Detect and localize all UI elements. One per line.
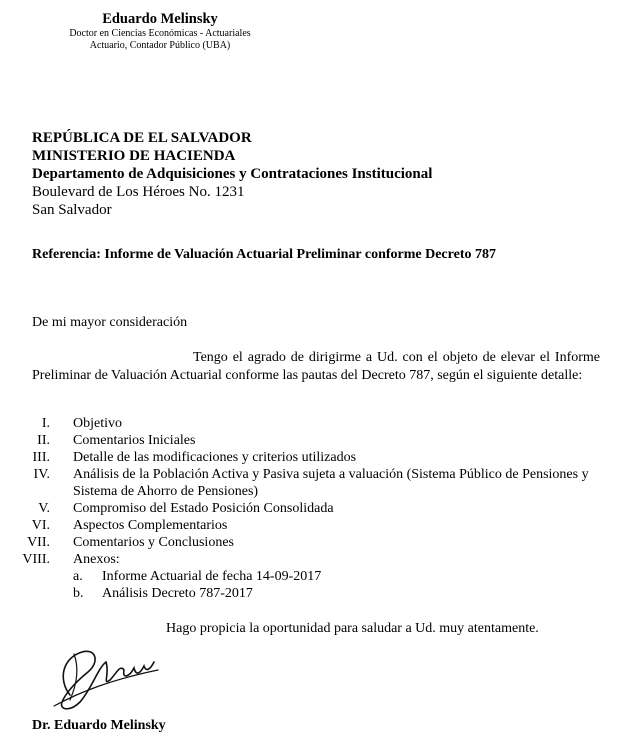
addressee-street: Boulevard de Los Héroes No. 1231 (32, 184, 245, 200)
item-number: VIII. (22, 552, 50, 567)
item-text: Compromiso del Estado Posición Consolidada (73, 501, 334, 516)
item-number: II. (37, 433, 50, 448)
annex-letter: a. (73, 569, 83, 584)
closing-line: Hago propicia la oportunidad para saludar a Ud. muy atentamente. (166, 621, 539, 636)
reference-line: Referencia: Informe de Valuación Actuarial Preliminar conforme Decreto 787 (32, 247, 496, 262)
item-number: I. (41, 416, 50, 431)
item-text: Comentarios Iniciales (73, 433, 196, 448)
item-text: Análisis de la Población Activa y Pasiva sujeta a valuación (Sistema Público de Pensiones y Sistema de Ahorro de Pensiones) (73, 467, 589, 499)
addressee-ministry: MINISTERIO DE HACIENDA (32, 148, 236, 164)
body-paragraph: Tengo el agrado de dirigirme a Ud. con el objeto de elevar el Informe Preliminar de Valuación Actuarial conforme las pautas del Decreto 787, según el siguiente detalle: (32, 350, 600, 383)
item-text: Aspectos Complementarios (73, 518, 228, 533)
addressee-city: San Salvador (32, 202, 112, 218)
item-text: Objetivo (73, 416, 122, 431)
letterhead-name: Eduardo Melinsky (102, 11, 218, 27)
addressee-country: REPÚBLICA DE EL SALVADOR (32, 130, 252, 146)
addressee-department: Departamento de Adquisiciones y Contrataciones Institucional (32, 166, 433, 182)
signer-name: Dr. Eduardo Melinsky (32, 718, 166, 733)
item-text: Detalle de las modificaciones y criterios utilizados (73, 450, 357, 465)
item-number: VI. (31, 518, 50, 533)
addressee-block (32, 129, 432, 219)
letterhead-title-2: Actuario, Contador Público (UBA) (89, 40, 231, 51)
item-text: Comentarios y Conclusiones (73, 535, 234, 550)
item-number: III. (32, 450, 50, 465)
handwritten-signature (40, 640, 170, 715)
annex-text: Informe Actuarial de fecha 14-09-2017 (102, 569, 322, 584)
letterhead-title-1: Doctor en Ciencias Económicas - Actuariales (69, 28, 251, 39)
item-number: IV. (33, 467, 50, 482)
item-number: VII. (27, 535, 50, 550)
item-text: Anexos: (73, 552, 120, 567)
salutation: De mi mayor consideración (32, 315, 188, 330)
annex-text: Análisis Decreto 787-2017 (102, 586, 253, 601)
annex-letter: b. (73, 586, 84, 601)
letterhead (0, 10, 320, 52)
item-number: V. (38, 501, 50, 516)
